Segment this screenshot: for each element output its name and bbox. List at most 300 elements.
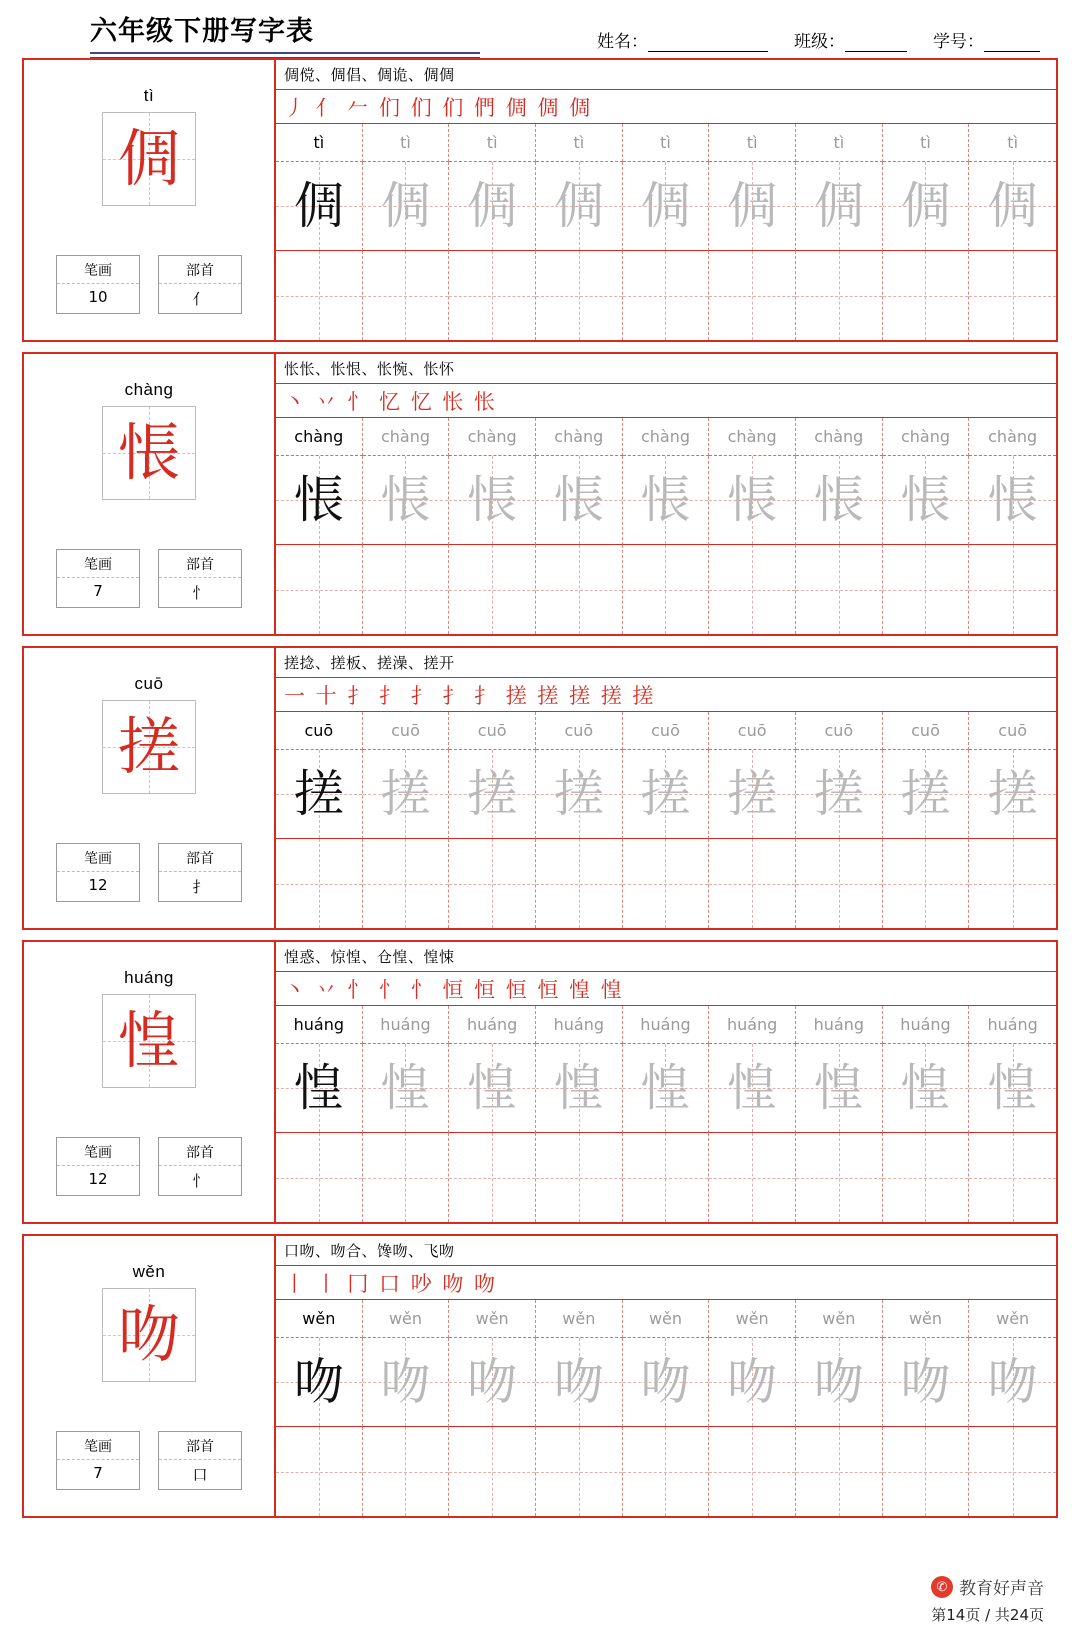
pinyin-cell-text: chàng — [380, 427, 431, 446]
practice-grid — [276, 124, 1056, 340]
tracing-character-cell[interactable] — [623, 750, 710, 839]
pinyin-cell[interactable] — [796, 1300, 883, 1338]
model-character-cell[interactable] — [276, 162, 363, 251]
card-pinyin: wěn — [132, 1262, 166, 1281]
empty-practice-cell[interactable] — [536, 839, 623, 928]
empty-practice-cell[interactable] — [623, 839, 710, 928]
empty-practice-cell[interactable] — [623, 545, 710, 634]
stroke-count-value: 7 — [93, 582, 103, 600]
radical-label: 部首 — [159, 256, 241, 284]
pinyin-cell-text: wěn — [735, 1309, 769, 1328]
class-label: 班级： — [794, 32, 845, 51]
pinyin-cell[interactable] — [709, 1300, 796, 1338]
character-cell-text: 倜 — [380, 177, 431, 235]
stroke-count — [56, 255, 140, 314]
pinyin-cell-text: cuō — [651, 721, 680, 740]
name-label: 姓名： — [597, 32, 648, 51]
empty-practice-cell[interactable] — [536, 1427, 623, 1516]
radical-value: 忄 — [192, 584, 208, 602]
pinyin-cell[interactable] — [449, 1006, 536, 1044]
tracing-character-cell[interactable] — [709, 750, 796, 839]
empty-practice-cell[interactable] — [883, 1427, 970, 1516]
character-cell-text: 搓 — [553, 765, 604, 823]
character-cell-text: 搓 — [727, 765, 778, 823]
pinyin-cell-text: wěn — [822, 1309, 856, 1328]
radical-label: 部首 — [159, 1432, 241, 1460]
studentid-field[interactable] — [933, 27, 1040, 52]
pinyin-cell-text: chàng — [640, 427, 691, 446]
model-character-box — [102, 700, 196, 794]
character-cell-text: 倜 — [467, 177, 518, 235]
radical-value: 亻 — [192, 290, 208, 308]
pinyin-cell-text: wěn — [388, 1309, 423, 1328]
card-left-panel — [24, 648, 276, 928]
tracing-character-cell[interactable] — [883, 162, 970, 251]
character-cell-text: 搓 — [380, 765, 431, 823]
model-character: 吻 — [117, 1298, 180, 1371]
pinyin-cell-text: wěn — [475, 1309, 509, 1328]
character-cell-text: 倜 — [293, 177, 344, 235]
stroke-order-sequence: 一 十 扌 扌 扌 扌 扌 搓 搓 搓 搓 搓 — [276, 678, 1056, 712]
character-cell-text: 惶 — [813, 1059, 864, 1117]
pinyin-cell-text: chàng — [900, 427, 951, 446]
empty-practice-cell[interactable] — [623, 1427, 710, 1516]
pinyin-cell[interactable] — [276, 1006, 363, 1044]
empty-practice-cell[interactable] — [883, 251, 970, 340]
tracing-character-cell[interactable] — [969, 1338, 1056, 1427]
pinyin-cell[interactable] — [796, 1006, 883, 1044]
radical — [158, 843, 242, 902]
pinyin-cell[interactable] — [969, 1006, 1056, 1044]
example-words: 惶惑、惊惶、仓惶、惶悚 — [276, 942, 1056, 972]
character-cell-text: 倜 — [900, 177, 951, 235]
pinyin-cell[interactable] — [709, 418, 796, 456]
character-cell-text: 搓 — [640, 765, 691, 823]
pinyin-cell[interactable] — [883, 1006, 970, 1044]
pinyin-cell-text: huáng — [987, 1015, 1038, 1034]
character-info-row — [56, 255, 242, 314]
pinyin-cell-text: cuō — [824, 721, 854, 740]
character-cell-text: 倜 — [813, 177, 864, 235]
tracing-character-cell[interactable] — [623, 1044, 710, 1133]
pinyin-cell[interactable] — [536, 1006, 623, 1044]
character-cell-text: 悵 — [987, 471, 1038, 529]
pinyin-cell[interactable] — [449, 124, 536, 162]
pinyin-cell-text: tì — [486, 133, 498, 152]
card-pinyin: chàng — [124, 380, 174, 399]
tracing-character-cell[interactable] — [363, 750, 450, 839]
tracing-character-cell[interactable] — [363, 1338, 450, 1427]
pinyin-cell-text: chàng — [467, 427, 517, 446]
character-cell-text: 倜 — [727, 177, 778, 235]
pinyin-cell[interactable] — [536, 712, 623, 750]
tracing-character-cell[interactable] — [709, 1044, 796, 1133]
tracing-character-cell[interactable] — [796, 1044, 883, 1133]
empty-practice-cell[interactable] — [969, 1427, 1056, 1516]
pinyin-cell[interactable] — [709, 1006, 796, 1044]
radical-value: 口 — [192, 1466, 208, 1484]
pinyin-cell-text: chàng — [988, 427, 1038, 446]
character-cell-text: 倜 — [640, 177, 691, 235]
character-cell-text: 悵 — [727, 471, 778, 529]
pinyin-cell[interactable] — [276, 1300, 363, 1338]
character-info-row — [56, 843, 242, 902]
example-words: 口吻、吻合、馋吻、飞吻 — [276, 1236, 1056, 1266]
pinyin-cell-text: huáng — [900, 1015, 951, 1034]
model-character-box — [102, 112, 196, 206]
tracing-character-cell[interactable] — [883, 1044, 970, 1133]
character-cell-text: 搓 — [293, 765, 344, 823]
stroke-count-label: 笔画 — [57, 550, 139, 578]
name-field[interactable] — [597, 27, 768, 52]
empty-practice-cell[interactable] — [709, 1133, 796, 1222]
character-cell-text: 倜 — [553, 177, 604, 235]
pinyin-cell[interactable] — [363, 1006, 450, 1044]
model-character-box — [102, 994, 196, 1088]
empty-practice-cell[interactable] — [709, 251, 796, 340]
empty-practice-cell[interactable] — [536, 1133, 623, 1222]
pinyin-cell[interactable] — [449, 712, 536, 750]
empty-practice-cell[interactable] — [969, 839, 1056, 928]
page-title: 六年级下册写字表 — [90, 16, 314, 46]
stroke-count-value: 7 — [93, 1464, 103, 1482]
practice-grid — [276, 418, 1056, 634]
practice-grid — [276, 712, 1056, 928]
model-character: 惶 — [117, 1004, 180, 1077]
empty-practice-cell[interactable] — [276, 839, 363, 928]
pinyin-cell-text: tì — [833, 133, 845, 152]
character-cell-text: 倜 — [987, 177, 1038, 235]
pinyin-cell[interactable] — [449, 418, 536, 456]
empty-practice-cell[interactable] — [796, 545, 883, 634]
card-right-panel — [276, 648, 1056, 928]
empty-practice-cell[interactable] — [796, 1133, 883, 1222]
wechat-icon: ✆ — [931, 1576, 953, 1598]
model-character-cell[interactable] — [276, 456, 363, 545]
pinyin-cell-text: wěn — [648, 1309, 683, 1328]
page-number: 第14页 / 共24页 — [931, 1606, 1044, 1624]
character-cell-text: 惶 — [727, 1059, 778, 1117]
tracing-character-cell[interactable] — [709, 456, 796, 545]
character-card — [22, 646, 1058, 930]
empty-practice-cell[interactable] — [969, 545, 1056, 634]
pinyin-cell[interactable] — [536, 124, 623, 162]
character-cell-text: 搓 — [987, 765, 1038, 823]
card-pinyin: tì — [143, 86, 155, 105]
card-left-panel — [24, 60, 276, 340]
pinyin-cell-text: huáng — [640, 1015, 691, 1034]
empty-practice-cell[interactable] — [363, 839, 450, 928]
pinyin-cell-text: tì — [400, 133, 411, 152]
page-header — [0, 0, 1080, 58]
tracing-character-cell[interactable] — [449, 162, 536, 251]
character-cell-text: 吻 — [553, 1353, 604, 1411]
stroke-order-sequence: 丶 丷 忄 忄 忄 恒 恒 恒 恒 惶 惶 — [276, 972, 1056, 1006]
pinyin-cell[interactable] — [623, 124, 710, 162]
empty-practice-cell[interactable] — [969, 1133, 1056, 1222]
empty-practice-cell[interactable] — [363, 1427, 450, 1516]
pinyin-cell[interactable] — [796, 712, 883, 750]
card-right-panel — [276, 60, 1056, 340]
tracing-character-cell[interactable] — [796, 456, 883, 545]
tracing-character-cell[interactable] — [883, 750, 970, 839]
character-card — [22, 58, 1058, 342]
tracing-character-cell[interactable] — [449, 1338, 536, 1427]
pinyin-cell[interactable] — [883, 712, 970, 750]
stroke-count-label: 笔画 — [57, 844, 139, 872]
character-cell-text: 搓 — [813, 765, 864, 823]
character-info-row — [56, 549, 242, 608]
studentid-input-blank[interactable] — [984, 36, 1040, 52]
tracing-character-cell[interactable] — [969, 162, 1056, 251]
empty-practice-cell[interactable] — [969, 251, 1056, 340]
tracing-character-cell[interactable] — [623, 456, 710, 545]
character-card — [22, 940, 1058, 1224]
pinyin-cell-text: wěn — [996, 1309, 1030, 1328]
pinyin-cell[interactable] — [623, 1006, 710, 1044]
pinyin-cell-text: huáng — [380, 1015, 431, 1034]
character-cell-text: 吻 — [380, 1353, 431, 1411]
character-cell-text: 悵 — [467, 471, 518, 529]
stroke-order-sequence: 丿 亻 𠂉 们 们 们 們 倜 倜 倜 — [276, 90, 1056, 124]
character-cell-text: 惶 — [900, 1059, 951, 1117]
pinyin-cell[interactable] — [969, 418, 1056, 456]
stroke-count-value: 12 — [88, 876, 108, 894]
empty-practice-cell[interactable] — [883, 839, 970, 928]
pinyin-cell[interactable] — [276, 712, 363, 750]
pinyin-cell[interactable] — [623, 1300, 710, 1338]
title-rule-thin — [90, 57, 480, 58]
stroke-order-sequence: 丨 丨 冂 口 吵 吻 吻 — [276, 1266, 1056, 1300]
empty-practice-cell[interactable] — [449, 839, 536, 928]
pinyin-cell-text: cuō — [998, 721, 1028, 740]
tracing-character-cell[interactable] — [969, 1044, 1056, 1133]
character-cell-text: 悵 — [553, 471, 604, 529]
tracing-character-cell[interactable] — [623, 162, 710, 251]
pinyin-cell[interactable] — [536, 418, 623, 456]
pinyin-cell[interactable] — [969, 124, 1056, 162]
pinyin-cell[interactable] — [363, 1300, 450, 1338]
card-pinyin: cuō — [134, 674, 164, 693]
pinyin-cell[interactable] — [709, 124, 796, 162]
tracing-character-cell[interactable] — [536, 750, 623, 839]
stroke-count — [56, 1137, 140, 1196]
tracing-character-cell[interactable] — [363, 456, 450, 545]
empty-practice-cell[interactable] — [536, 251, 623, 340]
pinyin-cell[interactable] — [363, 712, 450, 750]
radical-value: 忄 — [192, 1172, 208, 1190]
pinyin-cell-text: chàng — [727, 427, 777, 446]
character-cell-text: 吻 — [640, 1353, 691, 1411]
empty-practice-cell[interactable] — [363, 251, 450, 340]
empty-practice-cell[interactable] — [276, 1427, 363, 1516]
empty-practice-cell[interactable] — [796, 839, 883, 928]
pinyin-cell-text: tì — [313, 133, 325, 152]
empty-practice-cell[interactable] — [449, 1133, 536, 1222]
pinyin-cell[interactable] — [363, 418, 450, 456]
model-character-cell[interactable] — [276, 1044, 363, 1133]
pinyin-cell-text: cuō — [737, 721, 767, 740]
empty-practice-cell[interactable] — [449, 1427, 536, 1516]
radical-label: 部首 — [159, 550, 241, 578]
empty-practice-cell[interactable] — [709, 545, 796, 634]
empty-practice-cell[interactable] — [883, 545, 970, 634]
tracing-character-cell[interactable] — [883, 456, 970, 545]
tracing-character-cell[interactable] — [449, 750, 536, 839]
tracing-character-cell[interactable] — [796, 750, 883, 839]
tracing-character-cell[interactable] — [969, 750, 1056, 839]
card-left-panel — [24, 354, 276, 634]
character-cell-text: 吻 — [293, 1353, 344, 1411]
empty-practice-cell[interactable] — [536, 545, 623, 634]
radical — [158, 549, 242, 608]
character-cell-text: 悵 — [380, 471, 431, 529]
character-info-row — [56, 1431, 242, 1490]
empty-practice-cell[interactable] — [449, 251, 536, 340]
class-input-blank[interactable] — [845, 36, 907, 52]
tracing-character-cell[interactable] — [796, 162, 883, 251]
tracing-character-cell[interactable] — [449, 1044, 536, 1133]
practice-grid — [276, 1006, 1056, 1222]
pinyin-cell-text: huáng — [293, 1015, 345, 1034]
model-character-box — [102, 1288, 196, 1382]
title-block — [90, 9, 480, 58]
stroke-count-value: 12 — [88, 1170, 108, 1188]
character-cell-text: 吻 — [987, 1353, 1038, 1411]
model-character: 搓 — [117, 710, 180, 783]
pinyin-cell-text: tì — [660, 133, 671, 152]
stroke-count-label: 笔画 — [57, 1138, 139, 1166]
tracing-character-cell[interactable] — [709, 1338, 796, 1427]
empty-practice-cell[interactable] — [363, 1133, 450, 1222]
pinyin-cell[interactable] — [796, 124, 883, 162]
radical — [158, 1431, 242, 1490]
character-card-list — [0, 58, 1080, 1518]
pinyin-cell[interactable] — [363, 124, 450, 162]
character-cell-text: 搓 — [467, 765, 518, 823]
example-words: 怅怅、怅恨、怅惋、怅怀 — [276, 354, 1056, 384]
character-cell-text: 悵 — [293, 471, 344, 529]
pinyin-cell[interactable] — [883, 124, 970, 162]
pinyin-cell-text: tì — [746, 133, 758, 152]
character-cell-text: 惶 — [467, 1059, 518, 1117]
character-cell-text: 惶 — [987, 1059, 1038, 1117]
pinyin-cell[interactable] — [449, 1300, 536, 1338]
card-pinyin: huáng — [124, 968, 174, 987]
tracing-character-cell[interactable] — [536, 1044, 623, 1133]
empty-practice-cell[interactable] — [449, 545, 536, 634]
pinyin-cell-text: cuō — [391, 721, 420, 740]
stroke-order-sequence: 丶 丷 忄 忆 忆 怅 怅 — [276, 384, 1056, 418]
pinyin-cell[interactable] — [276, 124, 363, 162]
empty-practice-cell[interactable] — [363, 545, 450, 634]
pinyin-cell[interactable] — [623, 418, 710, 456]
pinyin-cell-text: cuō — [304, 721, 334, 740]
page-footer — [0, 1573, 1080, 1633]
empty-practice-cell[interactable] — [276, 251, 363, 340]
stroke-count — [56, 1431, 140, 1490]
empty-practice-cell[interactable] — [709, 1427, 796, 1516]
character-cell-text: 吻 — [467, 1353, 518, 1411]
pinyin-cell-text: wěn — [908, 1309, 943, 1328]
tracing-character-cell[interactable] — [536, 162, 623, 251]
pinyin-cell-text: cuō — [564, 721, 594, 740]
pinyin-cell[interactable] — [883, 1300, 970, 1338]
tracing-character-cell[interactable] — [796, 1338, 883, 1427]
pinyin-cell[interactable] — [623, 712, 710, 750]
name-input-blank[interactable] — [648, 36, 768, 52]
pinyin-cell[interactable] — [276, 418, 363, 456]
wechat-credit — [931, 1574, 1044, 1599]
tracing-character-cell[interactable] — [363, 162, 450, 251]
pinyin-cell-text: huáng — [813, 1015, 865, 1034]
title-rule-thick — [90, 52, 480, 54]
model-character: 悵 — [117, 416, 180, 489]
pinyin-cell-text: tì — [920, 133, 931, 152]
empty-practice-cell[interactable] — [796, 1427, 883, 1516]
card-right-panel — [276, 354, 1056, 634]
tracing-character-cell[interactable] — [536, 456, 623, 545]
pinyin-cell[interactable] — [796, 418, 883, 456]
example-words: 搓捻、搓板、搓澡、搓开 — [276, 648, 1056, 678]
character-cell-text: 惶 — [640, 1059, 691, 1117]
radical — [158, 1137, 242, 1196]
class-field[interactable] — [794, 27, 907, 52]
radical-value: 扌 — [192, 878, 208, 896]
pinyin-cell-text: cuō — [477, 721, 507, 740]
stroke-count — [56, 843, 140, 902]
pinyin-cell-text: tì — [573, 133, 585, 152]
example-words: 倜傥、倜倡、倜诡、倜倜 — [276, 60, 1056, 90]
tracing-character-cell[interactable] — [883, 1338, 970, 1427]
tracing-character-cell[interactable] — [536, 1338, 623, 1427]
tracing-character-cell[interactable] — [709, 162, 796, 251]
empty-practice-cell[interactable] — [623, 251, 710, 340]
student-meta-fields — [597, 27, 1040, 58]
pinyin-cell-text: chàng — [814, 427, 864, 446]
card-left-panel — [24, 1236, 276, 1516]
pinyin-cell-text: chàng — [294, 427, 344, 446]
empty-practice-cell[interactable] — [883, 1133, 970, 1222]
pinyin-cell[interactable] — [969, 1300, 1056, 1338]
empty-practice-cell[interactable] — [796, 251, 883, 340]
empty-practice-cell[interactable] — [276, 545, 363, 634]
pinyin-cell[interactable] — [883, 418, 970, 456]
empty-practice-cell[interactable] — [709, 839, 796, 928]
radical-label: 部首 — [159, 1138, 241, 1166]
stroke-count-label: 笔画 — [57, 1432, 139, 1460]
empty-practice-cell[interactable] — [623, 1133, 710, 1222]
model-character: 倜 — [117, 122, 180, 195]
pinyin-cell[interactable] — [709, 712, 796, 750]
stroke-count-value: 10 — [88, 288, 108, 306]
empty-practice-cell[interactable] — [276, 1133, 363, 1222]
model-character-cell[interactable] — [276, 1338, 363, 1427]
pinyin-cell[interactable] — [536, 1300, 623, 1338]
model-character-cell[interactable] — [276, 750, 363, 839]
card-left-panel — [24, 942, 276, 1222]
character-cell-text: 悵 — [900, 471, 951, 529]
tracing-character-cell[interactable] — [363, 1044, 450, 1133]
pinyin-cell[interactable] — [969, 712, 1056, 750]
wechat-name: 教育好声音 — [959, 1579, 1044, 1599]
tracing-character-cell[interactable] — [449, 456, 536, 545]
pinyin-cell-text: wěn — [562, 1309, 596, 1328]
character-info-row — [56, 1137, 242, 1196]
tracing-character-cell[interactable] — [623, 1338, 710, 1427]
tracing-character-cell[interactable] — [969, 456, 1056, 545]
stroke-count-label: 笔画 — [57, 256, 139, 284]
